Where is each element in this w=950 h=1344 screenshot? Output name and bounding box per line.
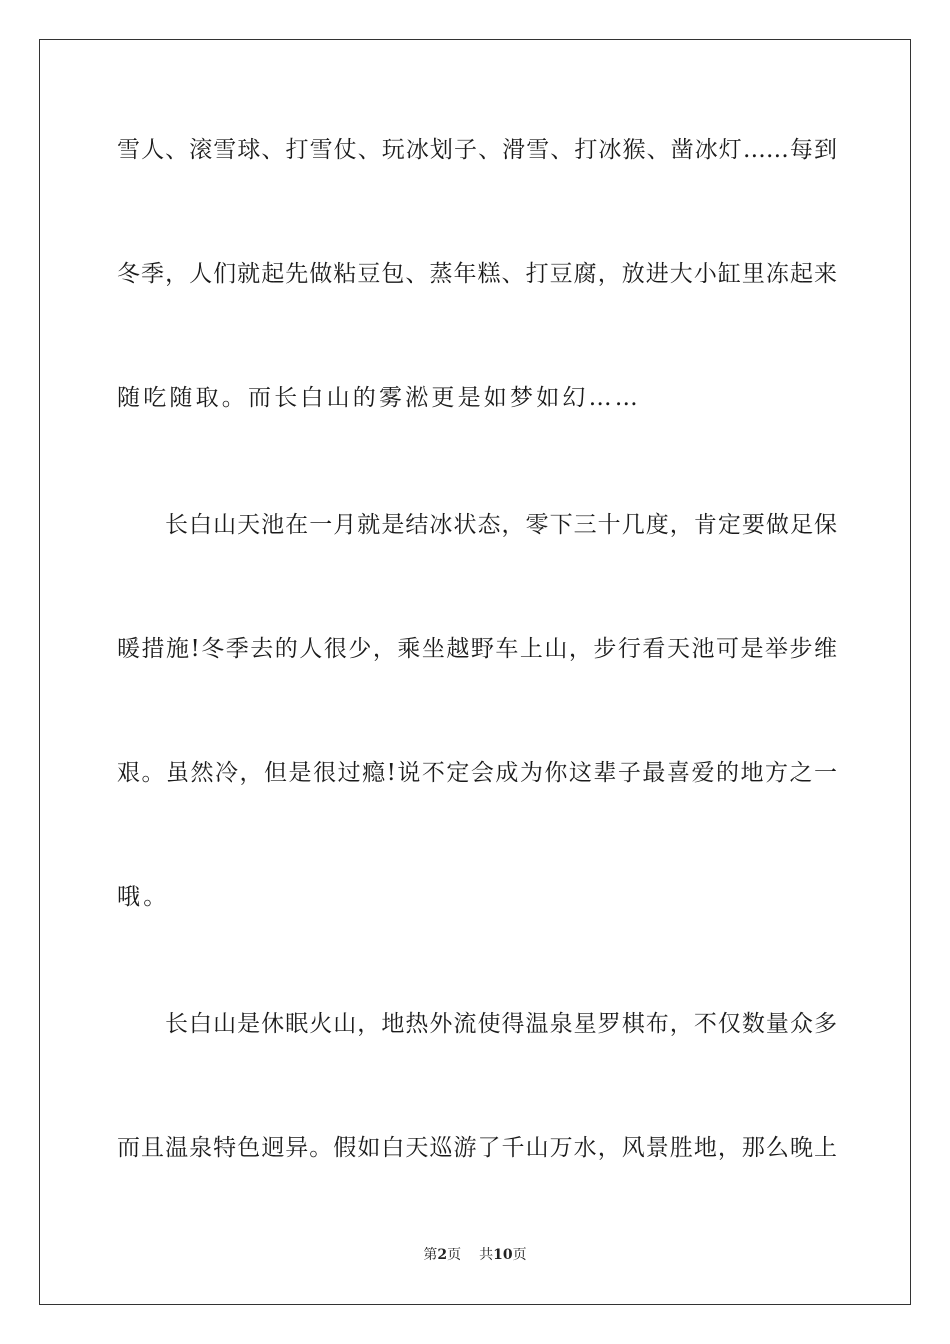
text-line-6: 艰。虽然冷，但是很过瘾!说不定会成为你这辈子最喜爱的地方之一	[117, 760, 837, 786]
text-line-1: 雪人、滚雪球、打雪仗、玩冰划子、滑雪、打冰猴、凿冰灯……每到	[117, 137, 837, 163]
page-number: 2	[437, 1247, 448, 1263]
text-line-7: 哦。	[117, 884, 170, 910]
total-pages: 10	[493, 1247, 513, 1263]
page-footer	[0, 1246, 950, 1264]
page-suffix: 页	[447, 1247, 462, 1263]
page-border	[39, 39, 911, 1305]
total-suffix: 页	[512, 1247, 527, 1263]
text-line-2: 冬季，人们就起先做粘豆包、蒸年糕、打豆腐，放进大小缸里冻起来	[117, 261, 837, 287]
page-prefix: 第	[423, 1247, 438, 1263]
text-line-8: 长白山是休眠火山，地热外流使得温泉星罗棋布，不仅数量众多	[165, 1011, 837, 1037]
text-line-9: 而且温泉特色迥异。假如白天巡游了千山万水，风景胜地，那么晚上	[117, 1135, 837, 1161]
text-line-5: 暖措施!冬季去的人很少，乘坐越野车上山，步行看天池可是举步维	[117, 636, 837, 662]
text-line-4: 长白山天池在一月就是结冰状态，零下三十几度，肯定要做足保	[165, 512, 837, 538]
text-line-3: 随吃随取。而长白山的雾淞更是如梦如幻……	[117, 385, 641, 411]
total-prefix: 共	[479, 1247, 494, 1263]
